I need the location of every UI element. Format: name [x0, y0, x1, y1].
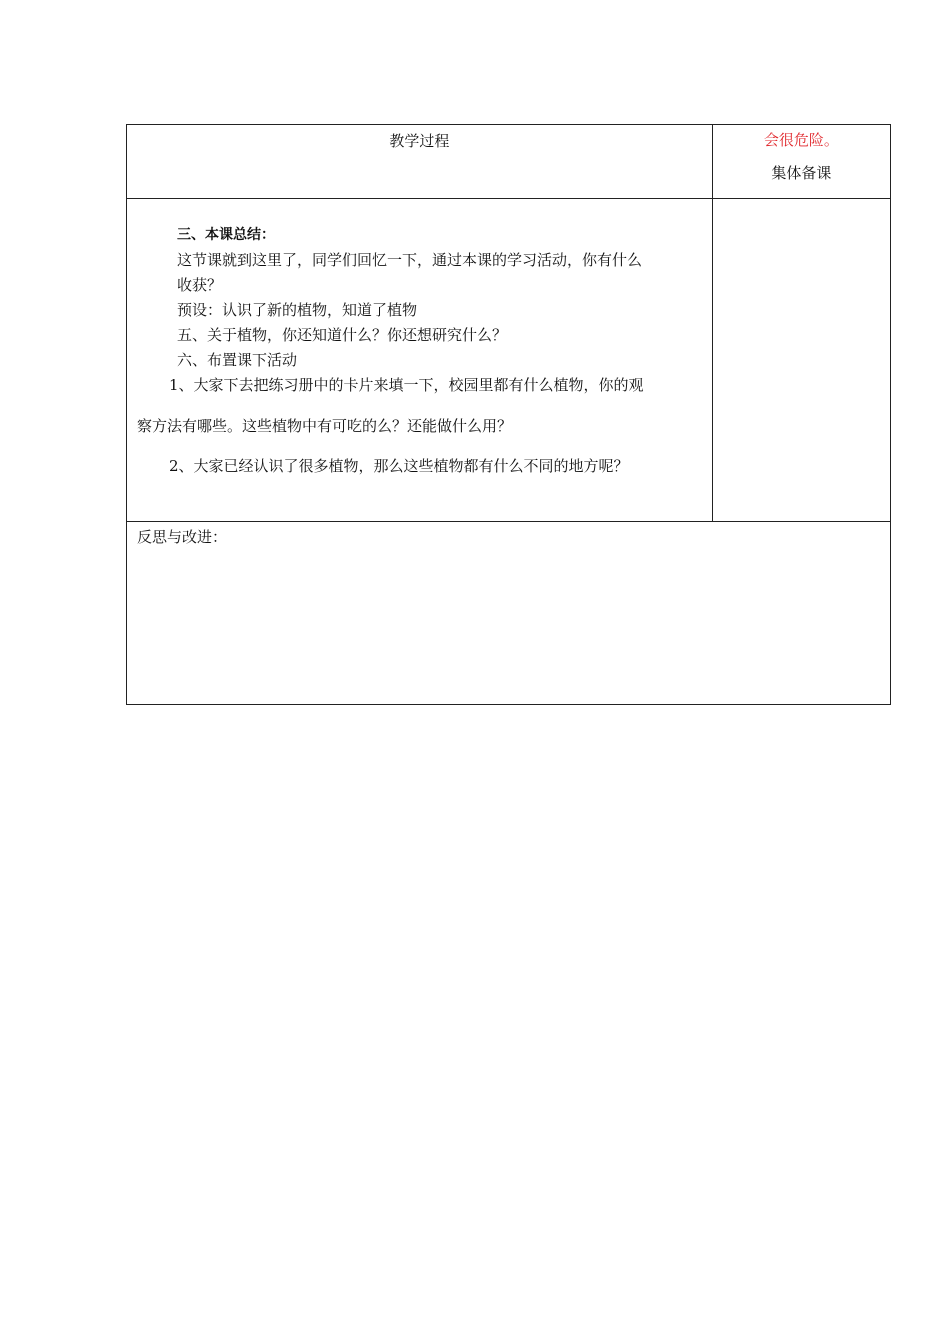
activity-one-line2: 察方法有哪些。这些植物中有可吃的么？还能做什么用？ [137, 417, 513, 435]
activity-one-line1: 1、大家下去把练习册中的卡片来填一下，校园里都有什么植物，你的观 [169, 376, 644, 394]
paragraph-recall-line2: 收获？ [177, 276, 223, 294]
collective-prep-header-cell [712, 125, 890, 199]
table-header-row [127, 125, 891, 199]
reflection-label: 反思与改进： [137, 528, 228, 546]
lesson-content-cell [127, 199, 713, 522]
summary-heading: 三、本课总结： [177, 227, 275, 243]
red-note-text: 会很危险。 [763, 131, 839, 149]
paragraph-preset: 预设：认识了新的植物，知道了植物 [177, 301, 418, 319]
table-body-row [127, 199, 891, 522]
activity-two: 2、大家已经认识了很多植物，那么这些植物都有什么不同的地方呢？ [169, 457, 629, 475]
lesson-plan-table [126, 124, 891, 705]
reflection-row [127, 522, 891, 705]
teaching-process-title: 教学过程 [389, 132, 450, 150]
reflection-cell [127, 522, 891, 705]
teaching-process-header-cell [127, 125, 713, 199]
paragraph-section-five: 五、关于植物，你还知道什么？你还想研究什么？ [177, 326, 508, 344]
collective-prep-title: 集体备课 [771, 164, 832, 182]
paragraph-recall-line1: 这节课就到这里了，同学们回忆一下，通过本课的学习活动，你有什么 [177, 251, 643, 269]
side-notes-cell [712, 199, 890, 522]
paragraph-section-six: 六、布置课下活动 [177, 351, 298, 369]
